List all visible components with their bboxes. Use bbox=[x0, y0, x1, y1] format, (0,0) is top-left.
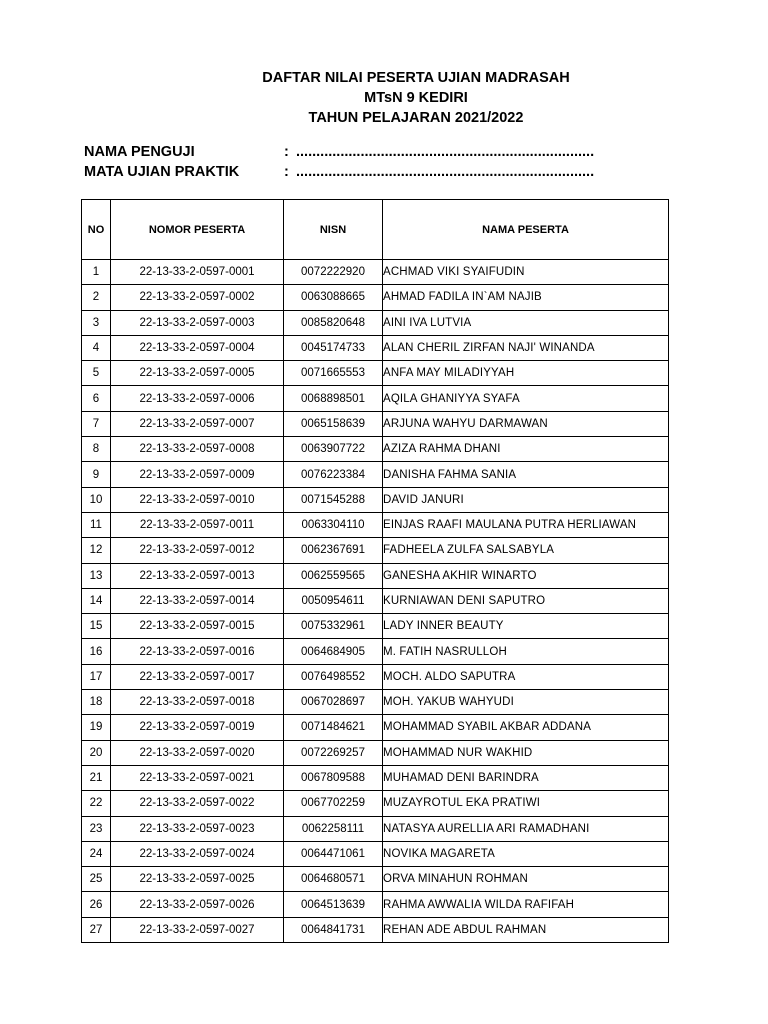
table-row bbox=[82, 690, 669, 715]
cell-nama-peserta: AINI IVA LUTVIA bbox=[383, 310, 669, 335]
cell-nisn: 0064513639 bbox=[284, 892, 383, 917]
cell-no: 27 bbox=[82, 917, 111, 942]
cell-no: 4 bbox=[82, 335, 111, 360]
cell-nama-peserta: RAHMA AWWALIA WILDA RAFIFAH bbox=[383, 892, 669, 917]
cell-nomor-peserta: 22-13-33-2-0597-0013 bbox=[111, 563, 284, 588]
cell-nomor-peserta: 22-13-33-2-0597-0001 bbox=[111, 260, 284, 285]
table-row bbox=[82, 715, 669, 740]
cell-no: 23 bbox=[82, 816, 111, 841]
cell-no: 3 bbox=[82, 310, 111, 335]
cell-nama-peserta: MUZAYROTUL EKA PRATIWI bbox=[383, 791, 669, 816]
cell-nisn: 0085820648 bbox=[284, 310, 383, 335]
exam-subject-blank: .......................................................................... bbox=[296, 164, 595, 180]
cell-nomor-peserta: 22-13-33-2-0597-0003 bbox=[111, 310, 284, 335]
cell-nisn: 0067028697 bbox=[284, 690, 383, 715]
cell-nomor-peserta: 22-13-33-2-0597-0023 bbox=[111, 816, 284, 841]
cell-nama-peserta: AQILA GHANIYYA SYAFA bbox=[383, 386, 669, 411]
cell-nomor-peserta: 22-13-33-2-0597-0017 bbox=[111, 664, 284, 689]
cell-no: 5 bbox=[82, 361, 111, 386]
cell-nisn: 0071484621 bbox=[284, 715, 383, 740]
cell-no: 15 bbox=[82, 614, 111, 639]
table-header-row bbox=[82, 200, 669, 260]
cell-nama-peserta: REHAN ADE ABDUL RAHMAN bbox=[383, 917, 669, 942]
cell-nisn: 0063088665 bbox=[284, 285, 383, 310]
cell-no: 25 bbox=[82, 867, 111, 892]
cell-nama-peserta: ALAN CHERIL ZIRFAN NAJI' WINANDA bbox=[383, 335, 669, 360]
participant-table bbox=[81, 199, 669, 943]
cell-no: 21 bbox=[82, 765, 111, 790]
exam-subject-colon: : bbox=[284, 164, 289, 180]
cell-no: 10 bbox=[82, 487, 111, 512]
cell-nama-peserta: FADHEELA ZULFA SALSABYLA bbox=[383, 538, 669, 563]
column-header-nomor-peserta: NOMOR PESERTA bbox=[111, 200, 284, 260]
table-row bbox=[82, 639, 669, 664]
cell-nisn: 0064471061 bbox=[284, 841, 383, 866]
table-row bbox=[82, 386, 669, 411]
cell-nama-peserta: MUHAMAD DENI BARINDRA bbox=[383, 765, 669, 790]
table-row bbox=[82, 867, 669, 892]
cell-no: 8 bbox=[82, 437, 111, 462]
table-row bbox=[82, 411, 669, 436]
cell-nisn: 0071545288 bbox=[284, 487, 383, 512]
cell-nama-peserta: AHMAD FADILA IN`AM NAJIB bbox=[383, 285, 669, 310]
cell-nomor-peserta: 22-13-33-2-0597-0012 bbox=[111, 538, 284, 563]
exam-subject-row bbox=[84, 162, 684, 182]
table-row bbox=[82, 740, 669, 765]
cell-no: 1 bbox=[82, 260, 111, 285]
cell-no: 12 bbox=[82, 538, 111, 563]
cell-nama-peserta: AZIZA RAHMA DHANI bbox=[383, 437, 669, 462]
title-line-2: MTsN 9 KEDIRI bbox=[364, 90, 468, 106]
cell-no: 7 bbox=[82, 411, 111, 436]
table-row bbox=[82, 462, 669, 487]
cell-no: 22 bbox=[82, 791, 111, 816]
cell-nama-peserta: GANESHA AKHIR WINARTO bbox=[383, 563, 669, 588]
examiner-name-blank: .......................................................................... bbox=[296, 144, 595, 160]
cell-nisn: 0050954611 bbox=[284, 588, 383, 613]
cell-nisn: 0062258111 bbox=[284, 816, 383, 841]
cell-nisn: 0075332961 bbox=[284, 614, 383, 639]
cell-no: 20 bbox=[82, 740, 111, 765]
cell-nisn: 0076223384 bbox=[284, 462, 383, 487]
table-row bbox=[82, 917, 669, 942]
cell-no: 16 bbox=[82, 639, 111, 664]
cell-nama-peserta: ACHMAD VIKI SYAIFUDIN bbox=[383, 260, 669, 285]
cell-nama-peserta: LADY INNER BEAUTY bbox=[383, 614, 669, 639]
cell-nomor-peserta: 22-13-33-2-0597-0027 bbox=[111, 917, 284, 942]
cell-nama-peserta: NOVIKA MAGARETA bbox=[383, 841, 669, 866]
cell-nama-peserta: KURNIAWAN DENI SAPUTRO bbox=[383, 588, 669, 613]
cell-nisn: 0076498552 bbox=[284, 664, 383, 689]
cell-no: 2 bbox=[82, 285, 111, 310]
cell-nama-peserta: ANFA MAY MILADIYYAH bbox=[383, 361, 669, 386]
cell-nomor-peserta: 22-13-33-2-0597-0018 bbox=[111, 690, 284, 715]
cell-nama-peserta: M. FATIH NASRULLOH bbox=[383, 639, 669, 664]
cell-nisn: 0071665553 bbox=[284, 361, 383, 386]
cell-nisn: 0065158639 bbox=[284, 411, 383, 436]
cell-nomor-peserta: 22-13-33-2-0597-0004 bbox=[111, 335, 284, 360]
cell-nomor-peserta: 22-13-33-2-0597-0002 bbox=[111, 285, 284, 310]
cell-no: 26 bbox=[82, 892, 111, 917]
column-header-no: NO bbox=[82, 200, 111, 260]
cell-nisn: 0063907722 bbox=[284, 437, 383, 462]
cell-nama-peserta: DANISHA FAHMA SANIA bbox=[383, 462, 669, 487]
title-line-3: TAHUN PELAJARAN 2021/2022 bbox=[308, 110, 524, 126]
table-row bbox=[82, 614, 669, 639]
cell-nomor-peserta: 22-13-33-2-0597-0008 bbox=[111, 437, 284, 462]
table-row bbox=[82, 361, 669, 386]
cell-nomor-peserta: 22-13-33-2-0597-0016 bbox=[111, 639, 284, 664]
cell-nisn: 0067809588 bbox=[284, 765, 383, 790]
table-row bbox=[82, 260, 669, 285]
table-row bbox=[82, 437, 669, 462]
cell-nisn: 0072269257 bbox=[284, 740, 383, 765]
cell-nama-peserta: MOH. YAKUB WAHYUDI bbox=[383, 690, 669, 715]
cell-nomor-peserta: 22-13-33-2-0597-0022 bbox=[111, 791, 284, 816]
table-row bbox=[82, 765, 669, 790]
table-row bbox=[82, 335, 669, 360]
cell-nama-peserta: DAVID JANURI bbox=[383, 487, 669, 512]
examiner-name-label: NAMA PENGUJI bbox=[84, 144, 195, 160]
cell-nisn: 0063304110 bbox=[284, 512, 383, 537]
table-row bbox=[82, 538, 669, 563]
cell-nomor-peserta: 22-13-33-2-0597-0011 bbox=[111, 512, 284, 537]
cell-nama-peserta: EINJAS RAAFI MAULANA PUTRA HERLIAWAN bbox=[383, 512, 669, 537]
cell-nisn: 0062559565 bbox=[284, 563, 383, 588]
cell-no: 9 bbox=[82, 462, 111, 487]
cell-nomor-peserta: 22-13-33-2-0597-0020 bbox=[111, 740, 284, 765]
cell-nama-peserta: MOHAMMAD NUR WAKHID bbox=[383, 740, 669, 765]
title-line-1: DAFTAR NILAI PESERTA UJIAN MADRASAH bbox=[262, 70, 570, 86]
cell-no: 11 bbox=[82, 512, 111, 537]
cell-no: 6 bbox=[82, 386, 111, 411]
table-row bbox=[82, 285, 669, 310]
cell-nomor-peserta: 22-13-33-2-0597-0009 bbox=[111, 462, 284, 487]
cell-nisn: 0062367691 bbox=[284, 538, 383, 563]
cell-nama-peserta: ORVA MINAHUN ROHMAN bbox=[383, 867, 669, 892]
exam-subject-label: MATA UJIAN PRAKTIK bbox=[84, 164, 240, 180]
cell-nisn: 0045174733 bbox=[284, 335, 383, 360]
cell-nisn: 0072222920 bbox=[284, 260, 383, 285]
cell-nisn: 0067702259 bbox=[284, 791, 383, 816]
column-header-nisn: NISN bbox=[284, 200, 383, 260]
cell-no: 14 bbox=[82, 588, 111, 613]
table-row bbox=[82, 892, 669, 917]
table-body bbox=[82, 260, 669, 943]
table-row bbox=[82, 487, 669, 512]
cell-nama-peserta: ARJUNA WAHYU DARMAWAN bbox=[383, 411, 669, 436]
cell-nomor-peserta: 22-13-33-2-0597-0007 bbox=[111, 411, 284, 436]
examiner-name-colon: : bbox=[284, 144, 289, 160]
cell-nomor-peserta: 22-13-33-2-0597-0010 bbox=[111, 487, 284, 512]
cell-no: 17 bbox=[82, 664, 111, 689]
cell-no: 13 bbox=[82, 563, 111, 588]
document-title bbox=[0, 68, 768, 128]
examiner-name-row bbox=[84, 142, 684, 162]
cell-no: 18 bbox=[82, 690, 111, 715]
cell-nomor-peserta: 22-13-33-2-0597-0019 bbox=[111, 715, 284, 740]
cell-nama-peserta: MOCH. ALDO SAPUTRA bbox=[383, 664, 669, 689]
cell-nomor-peserta: 22-13-33-2-0597-0006 bbox=[111, 386, 284, 411]
table-row bbox=[82, 512, 669, 537]
examiner-info bbox=[84, 142, 684, 182]
cell-nama-peserta: NATASYA AURELLIA ARI RAMADHANI bbox=[383, 816, 669, 841]
cell-nomor-peserta: 22-13-33-2-0597-0024 bbox=[111, 841, 284, 866]
cell-nomor-peserta: 22-13-33-2-0597-0025 bbox=[111, 867, 284, 892]
table-row bbox=[82, 664, 669, 689]
cell-no: 19 bbox=[82, 715, 111, 740]
cell-nisn: 0064684905 bbox=[284, 639, 383, 664]
cell-nisn: 0064680571 bbox=[284, 867, 383, 892]
column-header-nama-peserta: NAMA PESERTA bbox=[383, 200, 669, 260]
table-row bbox=[82, 816, 669, 841]
cell-nomor-peserta: 22-13-33-2-0597-0014 bbox=[111, 588, 284, 613]
cell-nomor-peserta: 22-13-33-2-0597-0026 bbox=[111, 892, 284, 917]
table-row bbox=[82, 841, 669, 866]
cell-nomor-peserta: 22-13-33-2-0597-0015 bbox=[111, 614, 284, 639]
cell-nomor-peserta: 22-13-33-2-0597-0005 bbox=[111, 361, 284, 386]
cell-no: 24 bbox=[82, 841, 111, 866]
table-row bbox=[82, 588, 669, 613]
cell-nama-peserta: MOHAMMAD SYABIL AKBAR ADDANA bbox=[383, 715, 669, 740]
table-row bbox=[82, 563, 669, 588]
table-row bbox=[82, 310, 669, 335]
cell-nomor-peserta: 22-13-33-2-0597-0021 bbox=[111, 765, 284, 790]
cell-nisn: 0068898501 bbox=[284, 386, 383, 411]
cell-nisn: 0064841731 bbox=[284, 917, 383, 942]
table-row bbox=[82, 791, 669, 816]
